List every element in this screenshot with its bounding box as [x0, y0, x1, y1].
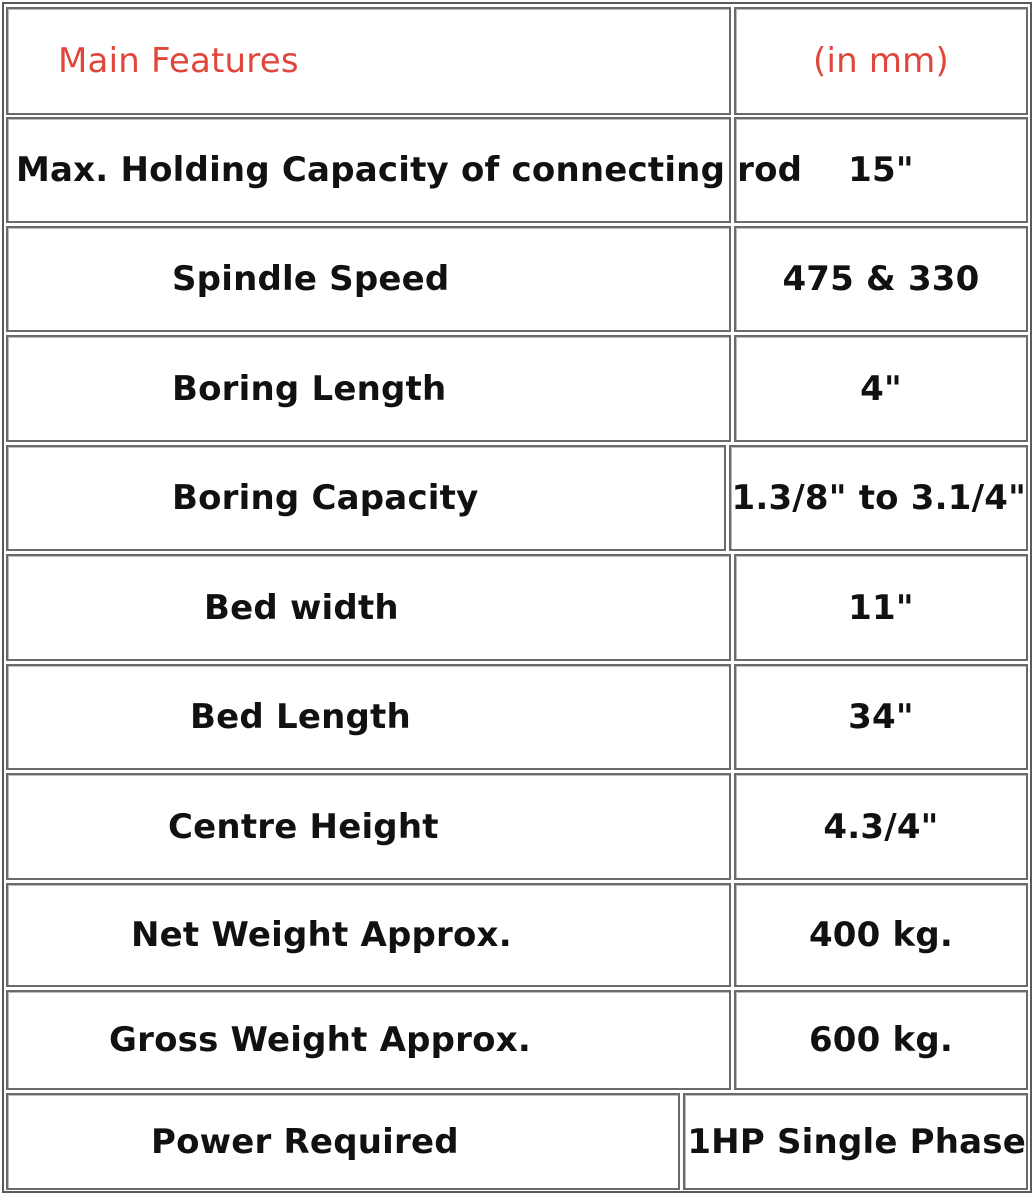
value-cell — [683, 1093, 1028, 1190]
feature-cell — [6, 335, 731, 442]
feature-cell — [6, 883, 731, 987]
feature-cell — [6, 664, 731, 770]
feature-label: Spindle Speed — [172, 259, 450, 299]
header-features-label: Main Features — [58, 41, 299, 81]
value-label: 4.3/4" — [823, 806, 939, 847]
table-row — [6, 664, 1028, 770]
value-cell — [734, 226, 1028, 332]
value-cell — [734, 883, 1028, 987]
header-units-label: (in mm) — [813, 41, 949, 81]
table-row — [6, 1093, 1028, 1190]
feature-label: Power Required — [151, 1121, 459, 1162]
table-row — [6, 226, 1028, 332]
feature-cell — [6, 226, 731, 332]
value-cell — [734, 990, 1028, 1090]
value-cell — [734, 554, 1028, 661]
value-label: 4" — [860, 368, 902, 409]
value-label: 475 & 330 — [782, 259, 980, 299]
value-label: 400 kg. — [808, 915, 954, 955]
value-label: 11" — [848, 587, 914, 628]
table-row — [6, 990, 1028, 1090]
table-header-row — [6, 7, 1028, 115]
feature-label: Gross Weight Approx. — [109, 1020, 531, 1060]
feature-label: Bed width — [204, 587, 399, 628]
value-cell — [734, 117, 1028, 223]
feature-label: Boring Capacity — [172, 478, 479, 518]
feature-label: Net Weight Approx. — [131, 915, 512, 955]
table-row — [6, 554, 1028, 661]
feature-label: Max. Holding Capacity of connecting rod — [16, 150, 803, 190]
feature-cell — [6, 990, 731, 1090]
feature-cell — [6, 1093, 680, 1190]
value-label: 1.3/8" to 3.1/4" — [731, 478, 1026, 518]
feature-cell — [6, 554, 731, 661]
spec-table — [2, 2, 1032, 1193]
header-cell-features — [6, 7, 731, 115]
feature-label: Bed Length — [190, 697, 411, 737]
table-row — [6, 773, 1028, 880]
table-row — [6, 117, 1028, 223]
value-cell — [734, 664, 1028, 770]
value-label: 34" — [848, 697, 914, 737]
feature-cell — [6, 445, 726, 551]
feature-label: Boring Length — [172, 368, 447, 409]
feature-cell — [6, 773, 731, 880]
feature-label: Centre Height — [168, 806, 439, 847]
table-row — [6, 335, 1028, 442]
value-cell — [734, 773, 1028, 880]
value-label: 1HP Single Phase — [687, 1121, 1026, 1162]
table-row — [6, 445, 1028, 551]
header-cell-units — [734, 7, 1028, 115]
table-row — [6, 883, 1028, 987]
value-cell — [729, 445, 1028, 551]
feature-cell — [6, 117, 803, 223]
value-label: 15" — [848, 150, 914, 190]
value-cell — [734, 335, 1028, 442]
value-label: 600 kg. — [808, 1020, 954, 1060]
